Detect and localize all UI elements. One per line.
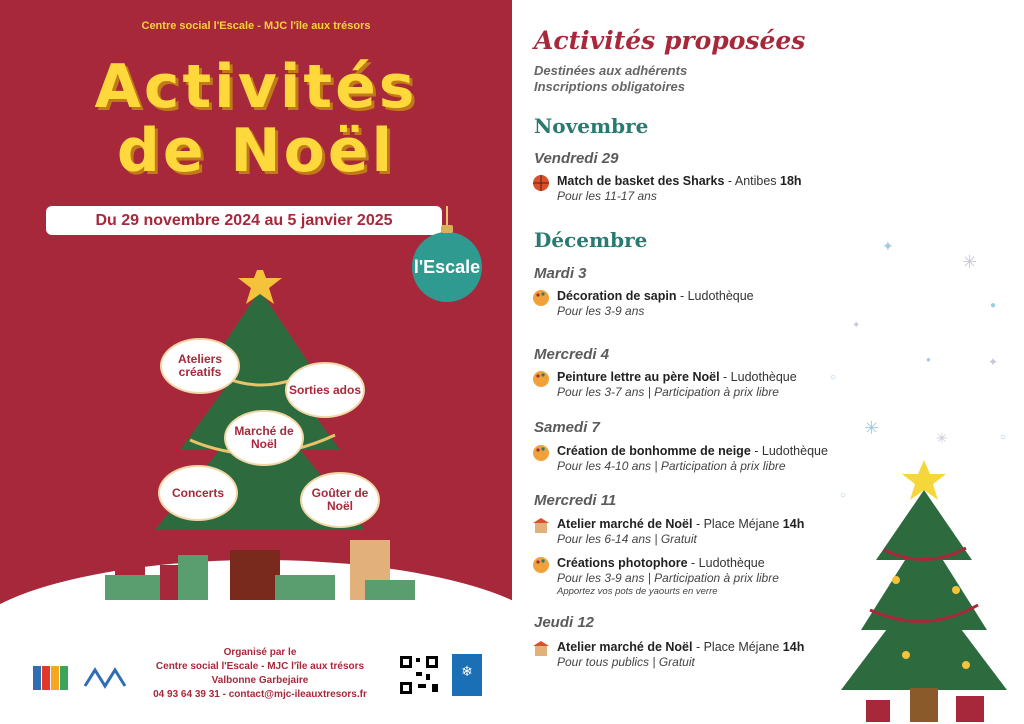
dot-icon: ● — [926, 355, 931, 364]
subtitle-members: Destinées aux adhérents — [534, 63, 688, 78]
month-november: Novembre — [534, 114, 649, 138]
title-line-2: de Noël — [116, 116, 396, 186]
activities-title: Activités proposées — [534, 26, 806, 55]
ornament-gouter: Goûter de Noël — [300, 472, 380, 528]
subtitle-registration: Inscriptions obligatoires — [534, 79, 685, 94]
day-label: Samedi 7 — [534, 419, 600, 436]
gifts-illustration — [100, 530, 420, 610]
ornament-ateliers: Ateliers créatifs — [160, 338, 240, 394]
snowflake-icon: ✦ — [988, 355, 999, 369]
day-label: Mercredi 11 — [534, 492, 617, 509]
palette-icon — [532, 370, 550, 388]
dot-icon: ○ — [1000, 432, 1007, 443]
basketball-icon — [532, 174, 550, 192]
month-december: Décembre — [534, 228, 648, 252]
escale-logo: l'Escale — [412, 232, 482, 302]
day-label: Jeudi 12 — [534, 614, 595, 631]
snowflake-icon: ✦ — [852, 320, 861, 331]
title-line-1: Activités — [94, 52, 418, 122]
day-label: Vendredi 29 — [534, 150, 619, 167]
ornament-sorties: Sorties ados — [285, 362, 365, 418]
day-label: Mercredi 4 — [534, 346, 610, 363]
day-label: Mardi 3 — [534, 265, 587, 282]
ornament-marche: Marché de Noël — [224, 410, 304, 466]
market-stall-icon — [532, 517, 550, 535]
snowflake-icon: ✳ — [864, 418, 880, 438]
palette-icon — [532, 444, 550, 462]
snowflake-icon: ✦ — [882, 238, 894, 254]
dot-icon: ○ — [840, 490, 847, 501]
snowflake-icon: ✳ — [962, 252, 978, 272]
palette-icon — [532, 556, 550, 574]
svg-text:❄: ❄ — [461, 664, 473, 680]
market-stall-icon — [532, 640, 550, 658]
ornament-concerts: Concerts — [158, 465, 238, 521]
snowflake-icon: ✳ — [936, 430, 948, 446]
palette-icon — [532, 289, 550, 307]
christmas-tree-illustration — [836, 460, 1012, 724]
right-panel: Activités proposées Destinées aux adhérents Inscriptions obligatoires Novembre Vendredi 29 Match de basket des Sharks - Antibes 18h Pour les 11-17 ans Décembre Mardi 3 Décoration de sapin - Ludothèque Pour les 3-9 ans Mercredi 4 Peinture lettre au père Noël - Ludothèque Pour les 3-7 ans | Participation à prix libre Samedi 7 Création de bonhomme de neige - Ludothèque Pour les 4-10 ans | Participation à prix libre Mercredi 11 Atelier marché de Noël - Place Méjane 14h Pour les 6-14 ans | Gratuit Créations photophore - Ludothèque Pour les 3-9 ans | Participation à prix libre Apportez vos pots de yaourts en verre Jeudi 12 Atelier marché de Noël - Place Méjane 14h Pour tous publics | Gratuit ✦ ✳ ● ✦ ● ○ ✦ ✳ ✳ ○ ○ — [512, 0, 1024, 724]
qr-code-icon — [398, 654, 440, 696]
dot-icon: ● — [990, 300, 997, 311]
date-range-banner: Du 29 novembre 2024 au 5 janvier 2025 — [46, 206, 442, 235]
footer-organizer: Organisé par le Centre social l'Escale - MJC l'île aux trésors Valbonne Garbejaire 04 93 64 39 31 - contact@mjc-ileauxtresors.fr — [153, 647, 367, 700]
organizer-top: Centre social l'Escale - MJC l'île aux trésors — [141, 20, 371, 32]
community-logo — [30, 652, 70, 694]
valbonne-logo — [80, 652, 130, 694]
dot-icon: ○ — [830, 372, 837, 383]
caf-logo — [452, 654, 482, 696]
